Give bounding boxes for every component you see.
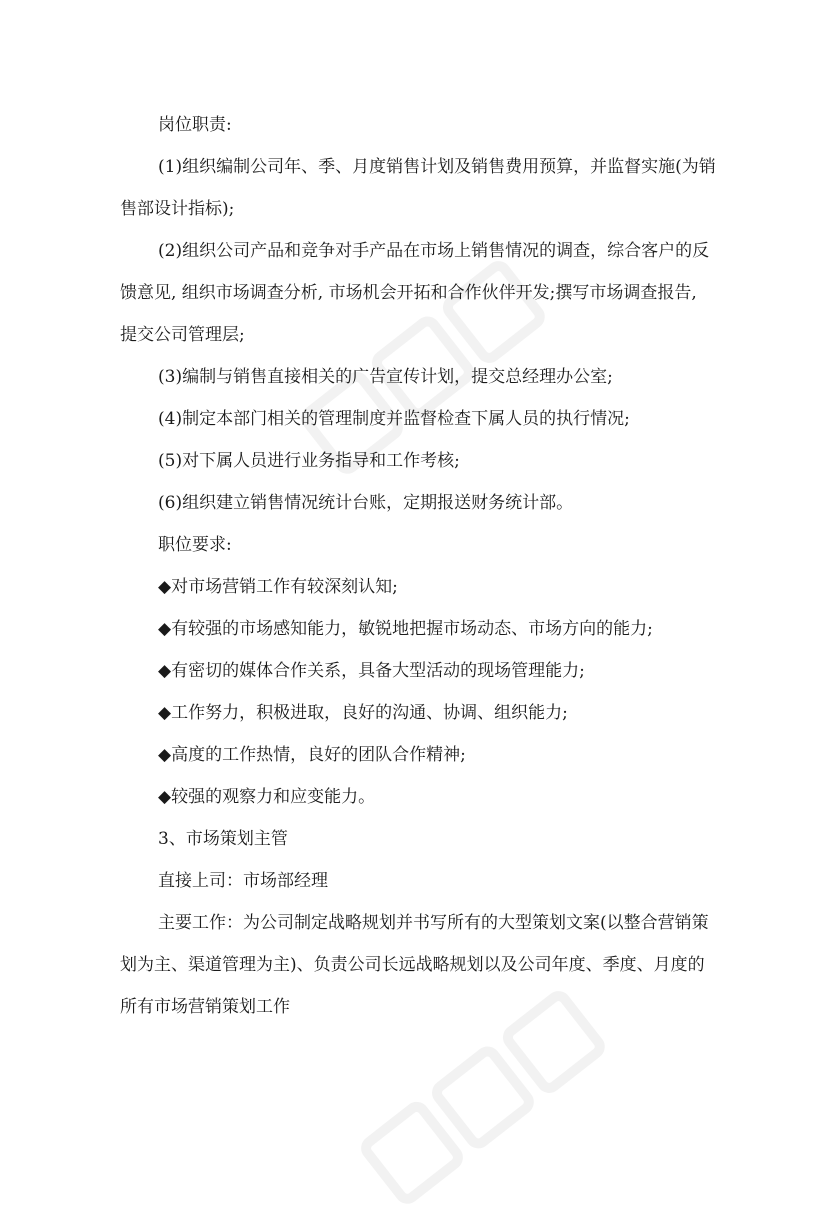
document-body: [120, 104, 720, 1028]
requirement-item: ◆有密切的媒体合作关系，具备大型活动的现场管理能力;: [158, 661, 585, 681]
main-work-continued: 划为主、渠道管理为主)、负责公司长远战略规划以及公司年度、季度、月度的: [120, 955, 705, 975]
duty-item-1-continued: 售部设计指标);: [120, 199, 235, 219]
duty-item-5: (5)对下属人员进行业务指导和工作考核;: [158, 451, 460, 471]
duty-item-6: (6)组织建立销售情况统计台账，定期报送财务统计部。: [158, 493, 574, 513]
section-heading-responsibilities: 岗位职责:: [158, 115, 232, 135]
requirement-item: ◆较强的观察力和应变能力。: [158, 787, 376, 807]
direct-supervisor: 直接上司：市场部经理: [158, 871, 328, 891]
duty-item-4: (4)制定本部门相关的管理制度并监督检查下属人员的执行情况;: [158, 409, 630, 429]
section-heading-requirements: 职位要求:: [158, 535, 232, 555]
requirement-item: ◆有较强的市场感知能力，敏锐地把握市场动态、市场方向的能力;: [158, 619, 653, 639]
main-work-continued: 所有市场营销策划工作: [120, 997, 290, 1017]
duty-item-3: (3)编制与销售直接相关的广告宣传计划，提交总经理办公室;: [158, 367, 613, 387]
main-work: 主要工作：为公司制定战略规划并书写所有的大型策划文案(以整合营销策: [158, 913, 709, 933]
duty-item-2-continued: 馈意见, 组织市场调查分析, 市场机会开拓和合作伙伴开发;撰写市场调查报告,: [120, 283, 697, 303]
requirement-item: ◆工作努力，积极进取，良好的沟通、协调、组织能力;: [158, 703, 568, 723]
section-heading-position-3: 3、市场策划主管: [158, 829, 288, 849]
duty-item-2: (2)组织公司产品和竞争对手产品在市场上销售情况的调查，综合客户的反: [158, 241, 710, 261]
requirement-item: ◆对市场营销工作有较深刻认知;: [158, 577, 398, 597]
requirement-item: ◆高度的工作热情，良好的团队合作精神;: [158, 745, 466, 765]
duty-item-2-continued: 提交公司管理层;: [120, 325, 245, 345]
duty-item-1: (1)组织编制公司年、季、月度销售计划及销售费用预算，并监督实施(为销: [158, 157, 716, 177]
